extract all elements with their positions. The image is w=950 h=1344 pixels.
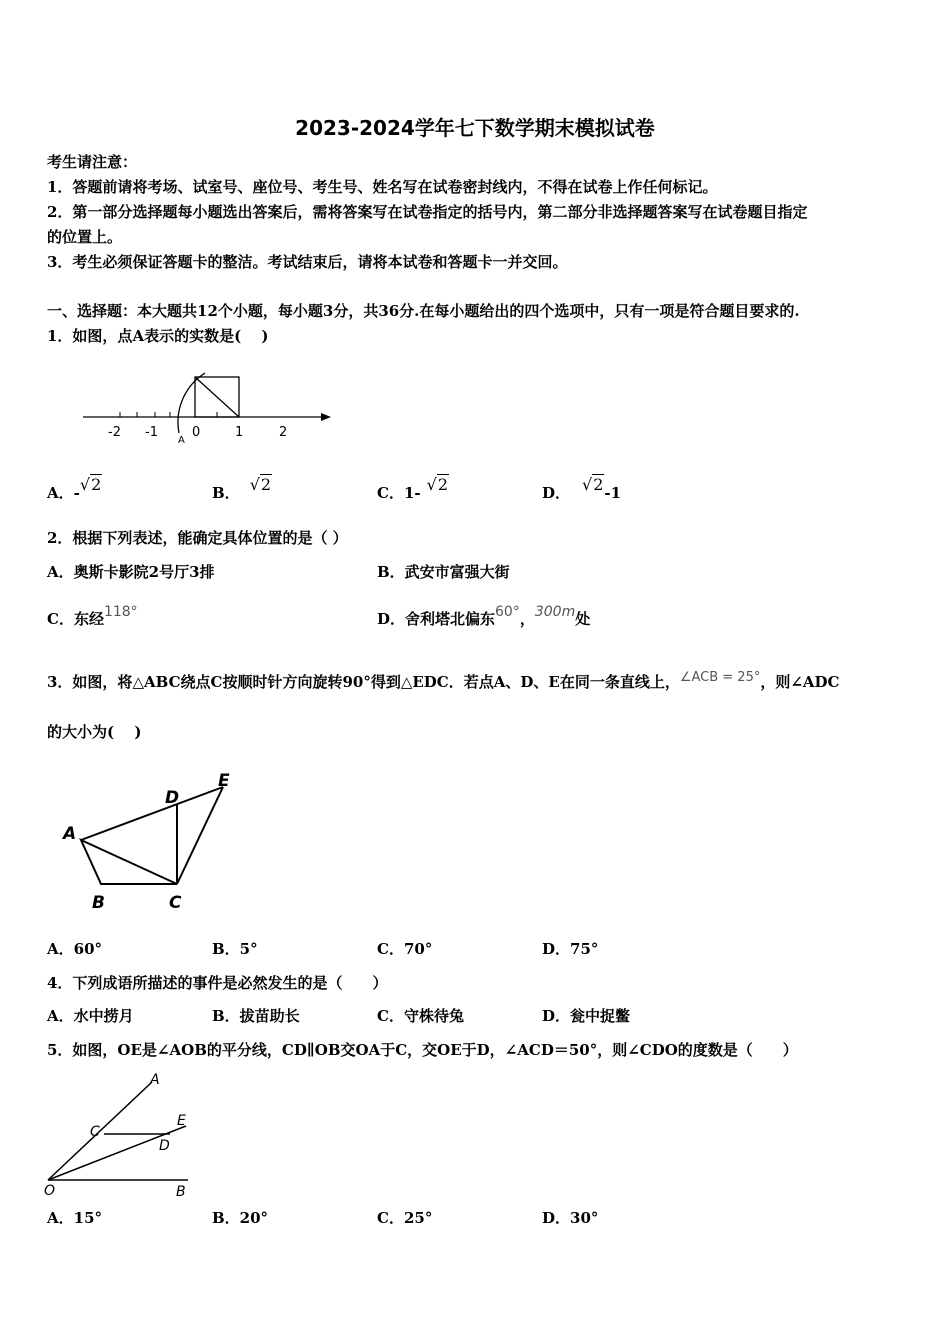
tick-label: 2: [279, 425, 288, 440]
axis-arrow: [321, 413, 331, 421]
q3-option-a[interactable]: A．60°: [47, 940, 103, 958]
tick-label: -1: [145, 425, 158, 440]
notice-item: 的位置上。: [47, 228, 123, 246]
q5-option-c[interactable]: C．25°: [377, 1209, 433, 1227]
notice-item: 1．答题前请将考场、试室号、座位号、考生号、姓名写在试卷密封线内，不得在试卷上作任何标记。: [47, 178, 718, 196]
q5-angle-bisector-figure: [40, 1068, 200, 1203]
handwritten-value: 60°: [495, 604, 520, 620]
point-label: B: [176, 1184, 186, 1200]
triangle-abc: [81, 840, 177, 884]
option-label: D．: [542, 484, 571, 502]
q1-option-a[interactable]: [47, 475, 102, 503]
vertex-label: D: [165, 788, 180, 808]
q2-option-d[interactable]: [377, 604, 591, 630]
q4-option-a[interactable]: A．水中捞月: [47, 1007, 134, 1025]
q5-stem: 5．如图，OE是∠AOB的平分线，CD∥OB交OA于C，交OE于D，∠ACD＝50°，则∠CDO的度数是（ ）: [47, 1041, 798, 1059]
section-heading: 一、选择题：本大题共12个小题，每小题3分，共36分.在每小题给出的四个选项中，只有一项是符合题目要求的.: [47, 302, 800, 320]
tick-label: -2: [108, 425, 121, 440]
notice-heading: 考生请注意：: [47, 153, 138, 171]
point-label: D: [159, 1138, 170, 1154]
q3-stem-part: 3．如图，将△ABC绕点C按顺时针方向旋转90°得到△EDC．若点A、D、E在同一条直线上，: [47, 673, 680, 691]
handwritten-value: 118°: [103, 604, 138, 620]
q2-option-a[interactable]: A．奥斯卡影院2号厅3排: [47, 563, 215, 581]
q1-number-line-figure: [75, 365, 345, 450]
q4-option-c[interactable]: C．守株待兔: [377, 1007, 464, 1025]
notice-item: 2．第一部分选择题每小题选出答案后，需将答案写在试卷指定的括号内，第二部分非选择题答案写在试卷题目指定: [47, 203, 808, 221]
option-label: D．舍利塔北偏东: [377, 610, 496, 628]
q3-stem: [47, 672, 840, 694]
q3-triangle-figure: [55, 765, 255, 915]
q1-option-c[interactable]: [377, 475, 448, 503]
q5-option-d[interactable]: D．30°: [542, 1209, 599, 1227]
q1-option-b[interactable]: [212, 475, 272, 503]
sqrt-symbol: √2: [582, 475, 604, 494]
vertex-label: E: [218, 771, 230, 791]
q5-option-b[interactable]: B．20°: [212, 1209, 269, 1227]
q3-stem-part: ，则∠ADC: [760, 673, 840, 691]
point-a-label: A: [178, 435, 185, 446]
q3-option-d[interactable]: D．75°: [542, 940, 599, 958]
square-diagonal: [195, 377, 239, 417]
q3-option-c[interactable]: C．70°: [377, 940, 433, 958]
given-angle: ∠ACB = 25°: [679, 670, 761, 685]
ray-oa: [48, 1082, 152, 1180]
q1-option-d[interactable]: [542, 475, 622, 503]
separator: ，: [519, 610, 535, 628]
q5-option-a[interactable]: A．15°: [47, 1209, 103, 1227]
q2-option-b[interactable]: B．武安市富强大街: [377, 563, 510, 581]
q4-option-b[interactable]: B．拔苗助长: [212, 1007, 300, 1025]
q3-option-b[interactable]: B．5°: [212, 940, 258, 958]
option-label: C．东经: [47, 610, 104, 628]
q4-stem: 4．下列成语所描述的事件是必然发生的是（ ）: [47, 974, 388, 992]
q1-stem: 1．如图，点A表示的实数是( ): [47, 327, 269, 345]
q2-stem: 2．根据下列表述，能确定具体位置的是（ ）: [47, 529, 348, 547]
page-title: 2023-2024学年七下数学期末模拟试卷: [295, 116, 655, 140]
sqrt-symbol: √2: [79, 475, 102, 494]
option-tail: 处: [575, 610, 591, 628]
point-label: O: [44, 1183, 56, 1199]
tick-label: 0: [192, 425, 201, 440]
q2-option-c[interactable]: [47, 604, 138, 630]
option-label: B．: [212, 484, 240, 502]
vertex-label: B: [92, 893, 105, 913]
option-label: A．-: [47, 484, 80, 502]
vertex-label: C: [169, 893, 182, 913]
q3-stem-cont: 的大小为( ): [47, 723, 142, 741]
point-label: E: [177, 1113, 186, 1129]
notice-item: 3．考生必须保证答题卡的整洁。考试结束后，请将本试卷和答题卡一并交回。: [47, 253, 568, 271]
option-label: C．1-: [377, 484, 421, 502]
tick-label: 1: [235, 425, 244, 440]
point-label: A: [150, 1072, 160, 1088]
q4-option-d[interactable]: D．瓮中捉鳖: [542, 1007, 631, 1025]
point-label: C: [90, 1124, 100, 1140]
sqrt-symbol: √2: [249, 475, 272, 494]
sqrt-symbol: √2: [426, 475, 448, 494]
vertex-label: A: [63, 824, 77, 844]
handwritten-value: 300m: [534, 604, 576, 620]
option-tail: -1: [604, 484, 622, 502]
